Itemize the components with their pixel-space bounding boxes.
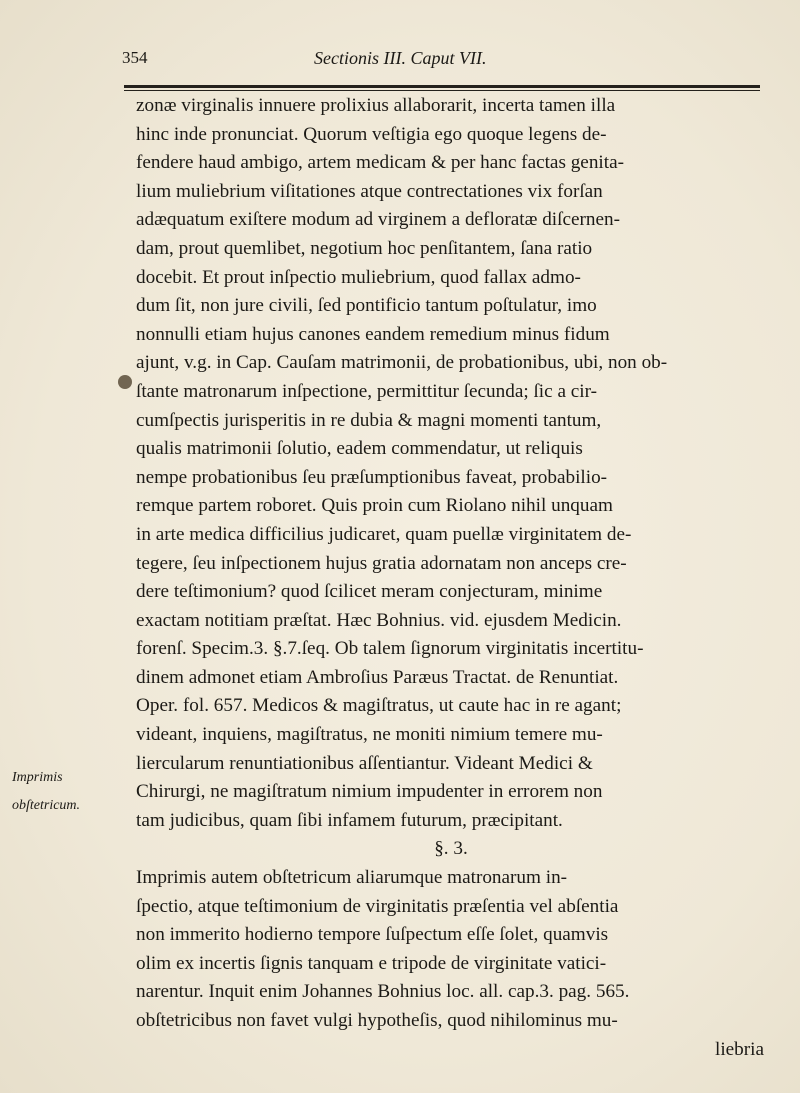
- text-line: dum ſit, non jure civili, ſed pontificio tantum poſtulatur, imo: [136, 295, 597, 317]
- header-rule-thin: [124, 90, 760, 91]
- page-number: 354: [122, 48, 148, 67]
- margin-note-line1: Imprimis: [12, 770, 63, 785]
- text-line: Imprimis autem obſtetricum aliarumque matronarum in-: [136, 867, 568, 889]
- text-line: lium muliebrium viſitationes atque contrectationes vix forſan: [136, 180, 603, 202]
- page-header: [120, 44, 760, 78]
- text-line: Chirurgi, ne magiſtratum nimium impudenter in errorem non: [136, 781, 603, 803]
- section-number: §. 3.: [434, 838, 468, 860]
- margin-ornament-icon: [118, 375, 132, 389]
- body-text: [136, 92, 766, 1064]
- text-line: liercularum renuntiationibus aſſentiantur. Videant Medici &: [136, 752, 593, 774]
- text-line: non immerito hodierno tempore ſuſpectum eſſe ſolet, quamvis: [136, 924, 609, 946]
- text-line: nonnulli etiam hujus canones eandem remedium minus fidum: [136, 323, 610, 345]
- text-line: tam judicibus, quam ſibi infamem futurum, præcipitant.: [136, 809, 563, 831]
- text-line: dere teſtimonium? quod ſcilicet meram conjecturam, minime: [136, 581, 603, 603]
- text-line: olim ex incertis ſignis tanquam e tripode de virginitate vatici-: [136, 952, 607, 974]
- text-line: ſpectio, atque teſtimonium de virginitatis præſentia vel abſentia: [136, 895, 619, 917]
- text-line: remque partem roboret. Quis proin cum Riolano nihil unquam: [136, 495, 613, 517]
- text-line: tegere, ſeu inſpectionem hujus gratia adornatam non anceps cre-: [136, 552, 627, 574]
- text-line: docebit. Et prout inſpectio muliebrium, quod fallax admo-: [136, 266, 581, 288]
- text-line: qualis matrimonii ſolutio, eadem commendatur, ut reliquis: [136, 438, 583, 460]
- text-line: obſtetricibus non favet vulgi hypotheſis, quod nihilominus mu-: [136, 1010, 618, 1031]
- margin-note-line2: obſtetricum.: [12, 798, 81, 813]
- running-title: Sectionis III. Caput VII.: [314, 48, 487, 68]
- text-line: dam, prout quemlibet, negotium hoc penſitantem, ſana ratio: [136, 237, 593, 259]
- text-line: adæquatum exiſtere modum ad virginem a defloratæ diſcernen-: [136, 209, 620, 231]
- text-line: in arte medica difficilius judicaret, quam puellæ virginitatem de-: [136, 523, 632, 545]
- text-line: cumſpectis jurisperitis in re dubia & magni momenti tantum,: [136, 409, 602, 431]
- text-line: nempe probationibus ſeu præſumptionibus faveat, probabilio-: [136, 466, 608, 488]
- text-line: forenſ. Specim.3. §.7.ſeq. Ob talem ſignorum virginitatis incertitu-: [136, 638, 644, 660]
- header-rule: [124, 85, 760, 88]
- text-line: exactam notitiam præſtat. Hæc Bohnius. vid. ejusdem Medicin.: [136, 609, 622, 631]
- catchword: liebria: [714, 1038, 764, 1060]
- text-line: zonæ virginalis innuere prolixius allaborarit, incerta tamen illa: [136, 95, 616, 116]
- text-line: narentur. Inquit enim Johannes Bohnius loc. all. cap.3. pag. 565.: [136, 981, 630, 1003]
- text-line: dinem admonet etiam Ambroſius Paræus Tractat. de Renuntiat.: [136, 666, 619, 688]
- text-line: ſtante matronarum inſpectione, permittitur ſecunda; ſic a cir-: [136, 380, 598, 402]
- text-line: videant, inquiens, magiſtratus, ne moniti nimium temere mu-: [136, 724, 603, 746]
- text-line: hinc inde pronunciat. Quorum veſtigia ego quoque legens de-: [136, 123, 607, 145]
- text-line: ajunt, v.g. in Cap. Cauſam matrimonii, de probationibus, ubi, non ob-: [136, 352, 668, 374]
- text-line: fendere haud ambigo, artem medicam & per hanc factas genita-: [136, 152, 624, 174]
- text-line: Oper. fol. 657. Medicos & magiſtratus, ut caute hac in re agant;: [136, 695, 622, 717]
